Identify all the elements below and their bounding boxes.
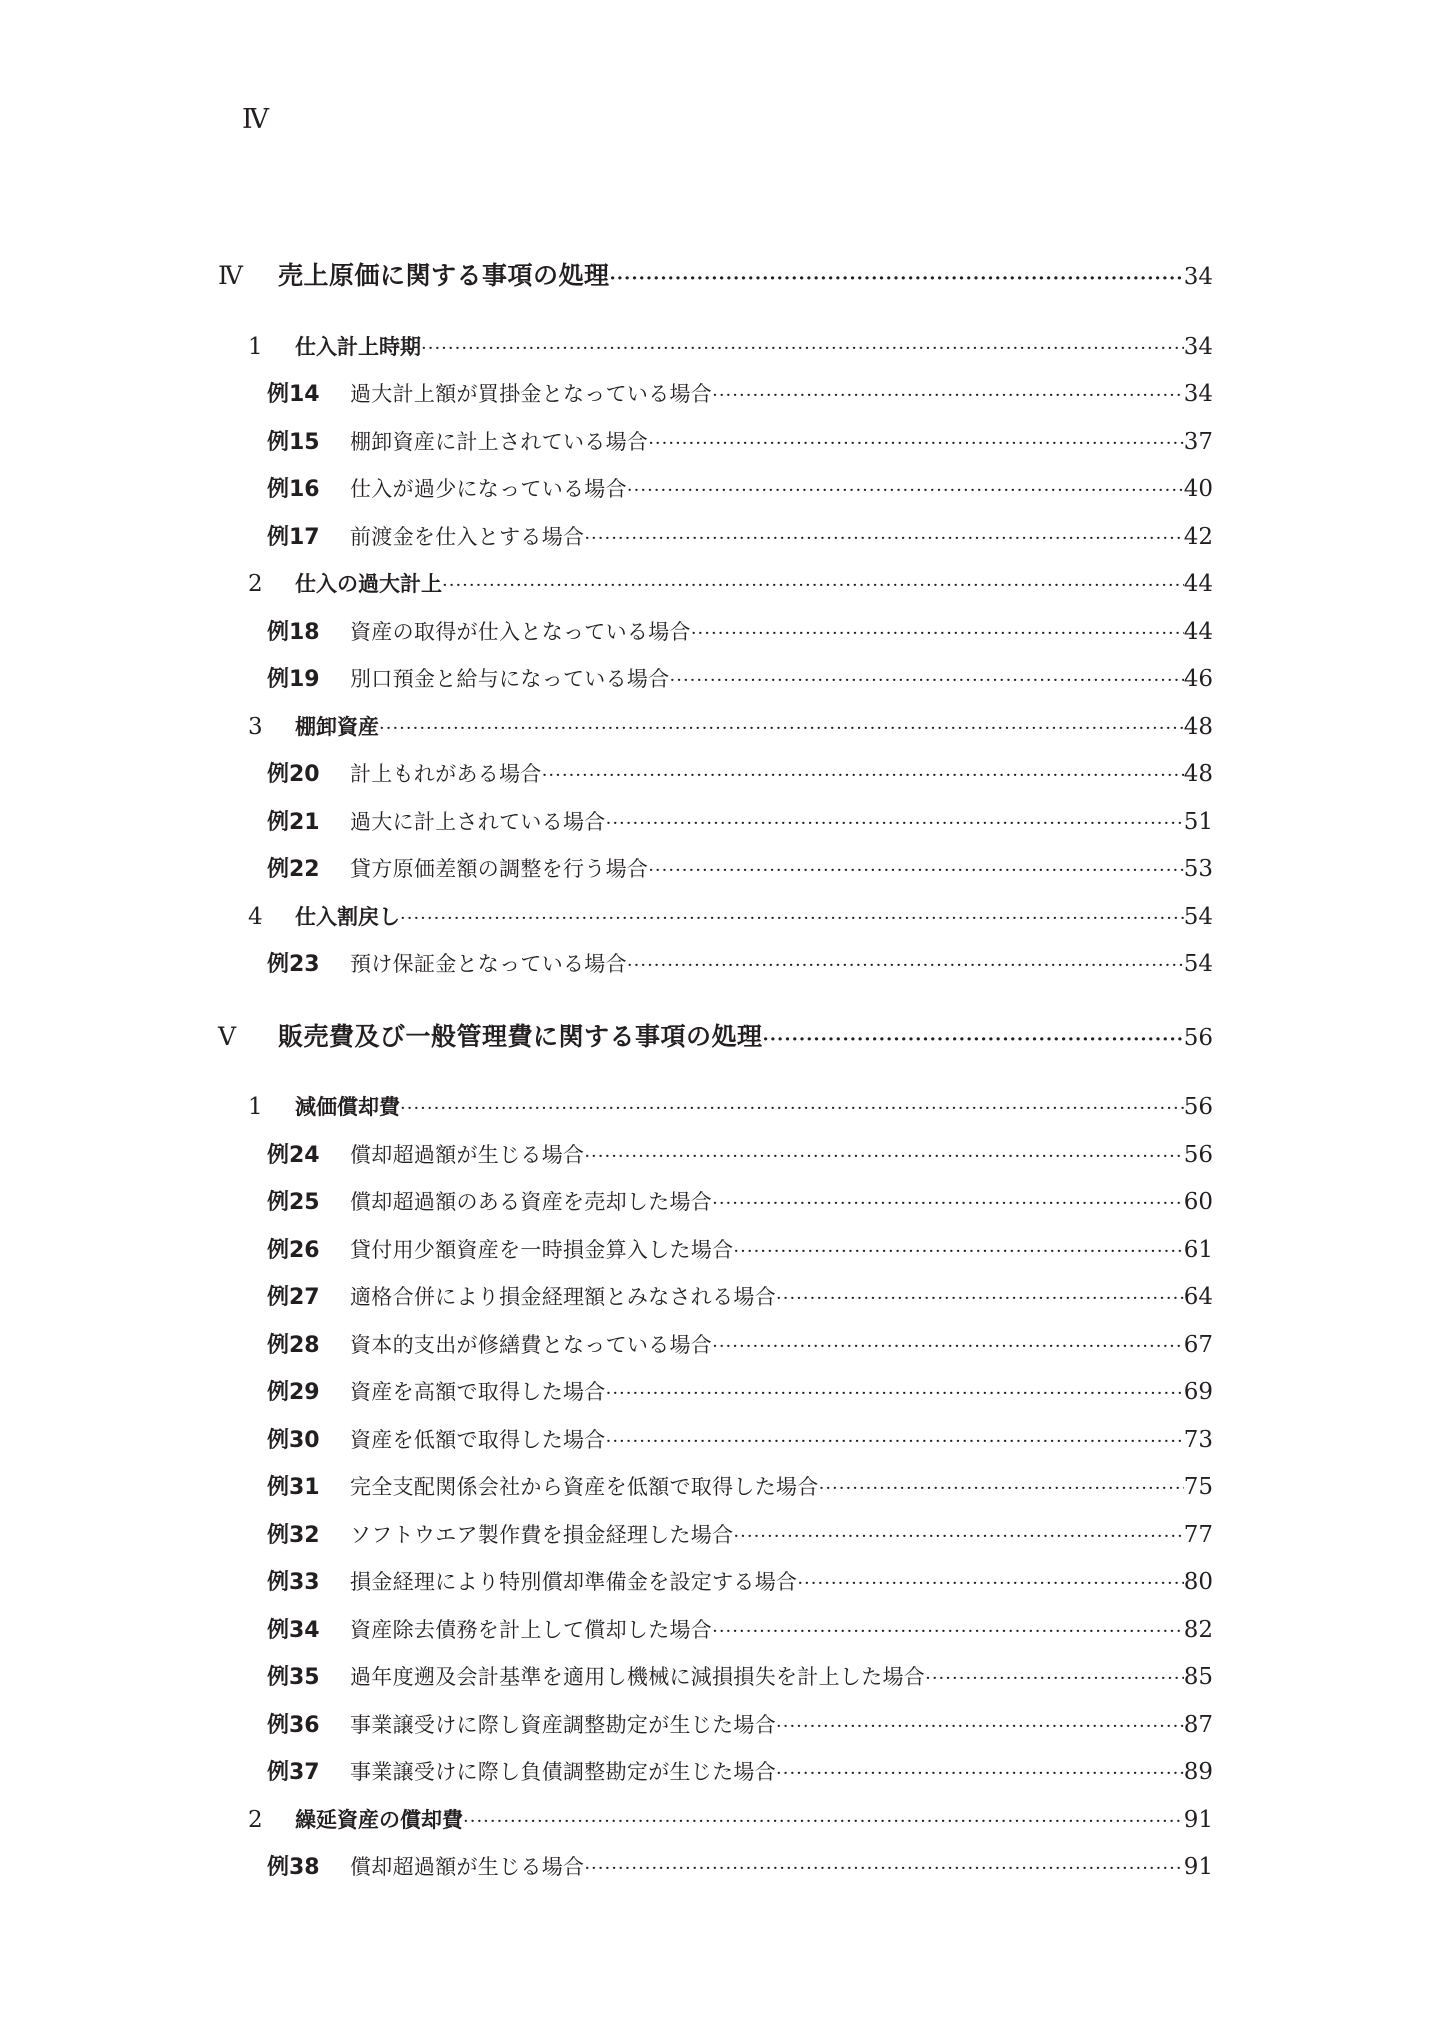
dot-leader [691,610,1184,658]
toc-example-row [218,846,1213,894]
toc-entry-page: 60 [1183,1189,1213,1215]
toc-entry-title: 資産除去債務を計上して償却した場合 [350,1617,713,1642]
toc-entry-title: 仕入計上時期 [295,334,421,359]
toc-entry-title: 償却超過額が生じる場合 [350,1855,585,1879]
toc-entry-number: 例14 [267,382,320,407]
toc-entry-page: 85 [1183,1664,1213,1690]
toc-example-row [218,1749,1213,1797]
dot-leader [606,1370,1184,1418]
toc-example-row [218,371,1213,419]
dot-leader [610,255,1184,303]
toc-entry-title: 別口預金と給与になっている場合 [350,667,670,691]
toc-example-row [218,941,1213,989]
toc-entry-number: 1 [248,1094,263,1120]
toc-entry-number: 例28 [267,1332,320,1358]
dot-leader [819,1465,1184,1513]
toc-example-row [218,514,1213,562]
toc-entry-page: 34 [1183,264,1213,290]
toc-entry-number: 例17 [267,524,320,550]
dot-leader [797,1560,1183,1608]
toc-entry-title: 過年度遡及会計基準を適用し機械に減損損失を計上した場合 [350,1665,926,1689]
toc-example-row [218,1559,1213,1607]
page-number: Ⅳ [242,104,267,135]
toc-entry-title: 償却超過額のある資産を売却した場合 [350,1190,713,1214]
toc-entry-number: 例15 [267,429,320,455]
toc-entry-page: 91 [1183,1854,1213,1880]
toc-entry-title: 預け保証金となっている場合 [350,952,627,976]
toc-entry-number: Ⅴ [218,1021,237,1051]
toc-entry-page: 80 [1183,1569,1213,1595]
toc-example-row [218,1369,1213,1417]
dot-leader [584,1845,1183,1893]
toc-entry-page: 44 [1183,571,1213,597]
toc-entry-number: 3 [248,713,263,740]
toc-entry-number: 例20 [267,762,320,787]
toc-entry-page: 89 [1183,1759,1213,1785]
toc-example-row [218,1607,1213,1655]
toc-entry-title: 前渡金を仕入とする場合 [350,524,585,549]
toc-entry-page: 67 [1183,1331,1213,1358]
toc-entry-title: 適格合併により損金経理額とみなされる場合 [350,1285,776,1309]
toc-entry-title: 仕入の過大計上 [295,572,442,596]
toc-entry-page: 37 [1183,428,1213,455]
dot-leader [584,1133,1183,1181]
toc-entry-title: 資産を低額で取得した場合 [350,1427,606,1452]
toc-entry-title: 事業譲受けに際し負債調整勘定が生じた場合 [350,1760,776,1784]
toc-example-row [218,656,1213,704]
toc-entry-title: 完全支配関係会社から資産を低額で取得した場合 [350,1475,819,1499]
toc-entry-page: 40 [1183,476,1213,502]
toc-entry-number: 例36 [267,1712,320,1738]
toc-entry-title: 棚卸資産 [295,714,379,739]
toc-entry-title: 棚卸資産に計上されている場合 [350,429,649,454]
toc-chapter-row [218,252,1213,300]
toc-entry-title: 資産を高額で取得した場合 [350,1380,606,1404]
toc-example-row [218,1132,1213,1180]
toc-example-row [218,609,1213,657]
toc-example-row [218,419,1213,467]
toc-entry-number: 例35 [267,1665,320,1690]
dot-leader [733,1228,1183,1276]
dot-leader [733,1513,1183,1561]
dot-leader [606,800,1184,848]
toc-entry-number: 例34 [267,1617,320,1643]
toc-entry-title: 販売費及び一般管理費に関する事項の処理 [278,1021,763,1051]
dot-leader [712,1323,1184,1371]
toc-entry-page: 48 [1183,761,1213,787]
toc-entry-number: 例19 [267,667,320,692]
toc-entry-title: 損金経理により特別償却準備金を設定する場合 [350,1570,798,1594]
toc-entry-page: 82 [1183,1616,1213,1643]
toc-entry-page: 53 [1183,856,1213,882]
toc-entry-number: 例30 [267,1427,320,1453]
toc-entry-page: 34 [1183,381,1213,407]
toc-entry-title: 資本的支出が修繕費となっている場合 [350,1332,713,1357]
toc-entry-title: ソフトウエア製作費を損金経理した場合 [350,1522,734,1547]
dot-leader [442,562,1184,610]
toc-section-row [218,324,1213,372]
dot-leader [584,515,1183,563]
toc-entry-number: 例33 [267,1570,320,1595]
toc-entry-number: 例21 [267,809,320,835]
toc-entry-title: 貸付用少額資産を一時損金算入した場合 [350,1237,734,1262]
toc-entry-number: 2 [248,571,263,597]
toc-entry-page: 87 [1183,1711,1213,1738]
toc-example-row [218,1274,1213,1322]
toc-section-row [218,1084,1213,1132]
toc-entry-title: 償却超過額が生じる場合 [350,1142,585,1167]
toc-section-row [218,561,1213,609]
toc-entry-number: 例32 [267,1522,320,1548]
toc-entry-title: 売上原価に関する事項の処理 [278,261,610,290]
toc-entry-number: 4 [248,903,263,930]
dot-leader [463,1798,1184,1846]
toc-example-row [218,1464,1213,1512]
toc-entry-title: 仕入が過少になっている場合 [350,477,627,501]
dot-leader [925,1655,1184,1703]
toc-entry-number: Ⅳ [218,261,243,290]
toc-section-row [218,894,1213,942]
toc-entry-number: 2 [248,1806,263,1833]
toc-example-row [218,1702,1213,1750]
dot-leader [627,942,1184,990]
dot-leader [648,420,1184,468]
toc-entry-number: 例16 [267,477,320,502]
toc-entry-number: 例37 [267,1760,320,1785]
toc-entry-page: 56 [1183,1094,1213,1120]
dot-leader [776,1750,1184,1798]
toc-entry-page: 64 [1183,1284,1213,1310]
toc-entry-page: 44 [1183,618,1213,645]
toc-entry-number: 例27 [267,1285,320,1310]
toc-entry-page: 54 [1183,903,1213,930]
toc-entry-title: 過大に計上されている場合 [350,809,606,834]
toc-example-row [218,1512,1213,1560]
dot-leader [421,325,1184,373]
toc-entry-number: 例29 [267,1380,320,1405]
toc-entry-page: 56 [1183,1024,1213,1051]
toc-entry-page: 48 [1183,713,1213,740]
toc-entry-number: 例31 [267,1475,320,1500]
toc-entry-number: 例22 [267,857,320,882]
toc-chapter-row [218,1013,1213,1061]
dot-leader [712,1608,1184,1656]
toc-example-row [218,1179,1213,1227]
toc-example-row [218,466,1213,514]
toc-entry-page: 77 [1183,1521,1213,1548]
toc-section-row [218,1797,1213,1845]
toc-entry-page: 42 [1183,523,1213,550]
dot-leader [606,1418,1184,1466]
dot-leader [776,1275,1184,1323]
dot-leader [712,1180,1184,1228]
toc-entry-title: 仕入割戻し [295,904,400,929]
toc-entry-page: 91 [1183,1806,1213,1833]
toc-entry-number: 例38 [267,1855,320,1880]
dot-leader [648,847,1184,895]
dot-leader [763,1016,1184,1064]
dot-leader [776,1703,1184,1751]
toc-example-row [218,1654,1213,1702]
toc-entry-number: 例26 [267,1237,320,1263]
dot-leader [379,705,1184,753]
toc-entry-title: 事業譲受けに際し資産調整勘定が生じた場合 [350,1712,776,1737]
dot-leader [712,372,1184,420]
dot-leader [400,1085,1184,1133]
toc-entry-page: 56 [1183,1141,1213,1168]
toc-example-row [218,1844,1213,1892]
toc-entry-page: 46 [1183,666,1213,692]
toc-entry-number: 例25 [267,1190,320,1215]
dot-leader [670,657,1184,705]
toc-entry-page: 75 [1183,1474,1213,1500]
toc-entry-number: 例23 [267,952,320,977]
dot-leader [542,752,1184,800]
toc-entry-title: 貸方原価差額の調整を行う場合 [350,857,649,881]
toc-entry-page: 61 [1183,1236,1213,1263]
toc-entry-number: 例18 [267,619,320,645]
toc-entry-title: 過大計上額が買掛金となっている場合 [350,382,713,406]
toc-example-row [218,751,1213,799]
toc-entry-title: 繰延資産の償却費 [295,1807,463,1832]
toc-example-row [218,1417,1213,1465]
dot-leader [400,895,1184,943]
dot-leader [627,467,1184,515]
toc-section-row [218,704,1213,752]
toc-entry-page: 51 [1183,808,1213,835]
toc-entry-page: 69 [1183,1379,1213,1405]
toc-example-row [218,799,1213,847]
toc-entry-number: 例24 [267,1142,320,1168]
toc-entry-title: 資産の取得が仕入となっている場合 [350,619,691,644]
toc-entry-number: 1 [248,333,263,360]
table-of-contents [218,252,1213,1892]
toc-entry-title: 計上もれがある場合 [350,762,542,786]
toc-example-row [218,1322,1213,1370]
toc-entry-page: 73 [1183,1426,1213,1453]
toc-entry-title: 減価償却費 [295,1095,400,1119]
toc-entry-page: 34 [1183,333,1213,360]
toc-example-row [218,1227,1213,1275]
toc-entry-page: 54 [1183,951,1213,977]
